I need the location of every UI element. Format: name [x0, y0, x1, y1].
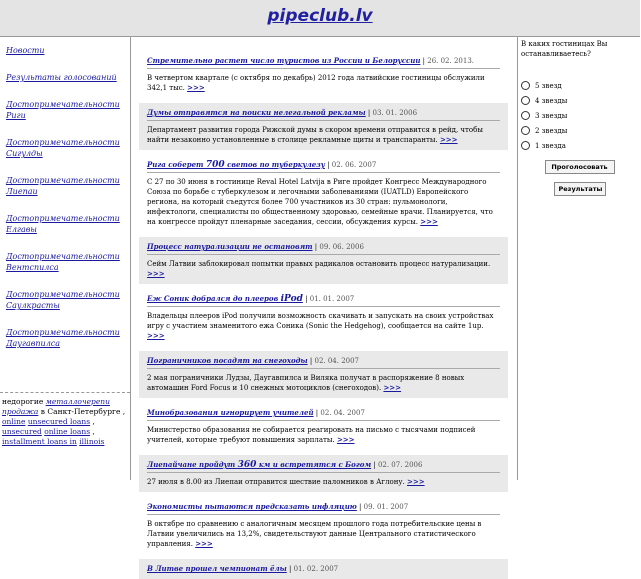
news-body: Департамент развития города Рижской думы в скором времени отправится в рейд, чтобы найти незаконно установленные в столице рекламные щиты и транспаранты.: [147, 126, 483, 144]
radio-button[interactable]: [521, 126, 530, 135]
sidebar-item-poll-results[interactable]: Результаты голосований: [6, 73, 117, 82]
news-title-link[interactable]: Пограничников посадят на снегоходы: [147, 356, 308, 365]
ad-link-online[interactable]: online: [2, 417, 26, 426]
news-body: Сейм Латвии заблокировал попытки правых радикалов остановить процесс натурализации.: [147, 260, 491, 268]
news-title-link[interactable]: Рига соберет 700 светов по туберкулезу: [147, 160, 325, 170]
news-item: Стремительно растет число туристов из России и Белоруссии | 26. 02. 2013. В четвертом квартале (с октября по декабрь) 2012 года латвийские гостиницы обслужили 342,1 тыс. >>>: [139, 51, 508, 98]
news-item: Пограничников посадят на снегоходы | 02. 04. 2007 2 мая пограничники Лудзы, Даугавпилса и Вилякa получат в распоряжение 8 новых автомашин Ford Focus и 10 снежных мотоциклов (снегоходов). >>>: [139, 351, 508, 398]
divider: [147, 472, 500, 473]
news-body: Министерство образования не собирается реагировать на письмо с тысячами подписей учителей, которые требуют повышения зарплаты.: [147, 426, 476, 444]
news-title-link[interactable]: Еж Соник добрался до плееров iPod: [147, 294, 303, 304]
ad-sep: ,: [90, 427, 95, 436]
read-more-link[interactable]: >>>: [420, 217, 438, 226]
divider: [147, 254, 500, 255]
news-title-link[interactable]: Минобразования игнорирует учителей: [147, 408, 314, 417]
news-title-link[interactable]: Лиепайчане пройдут 360 км и встретятся с Богом: [147, 460, 372, 470]
sidebar-item-saulkrasti[interactable]: Достопримечательности Саулкрасты: [6, 290, 120, 310]
radio-button[interactable]: [521, 96, 530, 105]
ad-link-unsecured[interactable]: unsecured: [2, 427, 42, 436]
divider: [147, 514, 500, 515]
sidebar-item-jelgava[interactable]: Достопримечательности Елгавы: [6, 214, 120, 234]
news-body: 2 мая пограничники Лудзы, Даугавпилса и Вилякa получат в распоряжение 8 новых автомашин Ford Focus и 10 снежных мотоциклов (снегоходов).: [147, 374, 465, 392]
news-body: В октябре по сравнению с аналогичным месяцем прошлого года потребительские цены в Латвии увеличились на 13,2%, свидетельствуют данные Центрального статистического управления.: [147, 520, 482, 548]
ad-link-roofing[interactable]: металлочерепи: [45, 397, 110, 406]
news-body: 27 июля в 8.00 из Лиепаи отправится шествие паломников в Аглону.: [147, 478, 405, 486]
vote-button[interactable]: Проголосовать: [545, 160, 615, 174]
news-item: В Литве прошел чемпионат ёлы | 01. 02. 2007: [139, 559, 508, 579]
sidebar-item-ventspils[interactable]: Достопримечательности Вентспилса: [6, 252, 120, 272]
news-date: 03. 01. 2006: [372, 109, 418, 117]
divider: [0, 392, 130, 393]
ad-sep: ,: [90, 417, 95, 426]
poll-option[interactable]: 4 звезды: [521, 94, 641, 107]
news-date: 01. 02. 2007: [293, 565, 339, 573]
news-body: В четвертом квартале (с октября по декабрь) 2012 года латвийские гостиницы обслужили 342,1 тыс.: [147, 74, 485, 92]
news-title-link[interactable]: Стремительно растет число туристов из России и Белоруссии: [147, 56, 421, 65]
news-item: Лиепайчане пройдут 360 км и встретятся с Богом | 02. 07. 2006 27 июля в 8.00 из Лиепаи отправится шествие паломников в Аглону. >>>: [139, 455, 508, 492]
sidebar-item-news[interactable]: Новости: [6, 46, 45, 55]
ad-link-online-loans[interactable]: online loans: [44, 427, 91, 436]
read-more-link[interactable]: >>>: [147, 269, 165, 278]
poll-option[interactable]: 2 звезды: [521, 124, 641, 137]
news-item: Еж Соник добрался до плееров iPod | 01. 01. 2007 Владельцы плееров iPod получили возможность скачивать и запускать на своих устройствах игру с участием знаменитого ежа Соника (Sonic the Hedgehog), сообщается на сайте 1up. >>>: [139, 289, 508, 346]
ad-link-roofing-sale[interactable]: продажа: [2, 407, 39, 416]
news-item: Думы отправятся на поиски нелегальной рекламы | 03. 01. 2006 Департамент развития города Рижской думы в скором времени отправится в рейд, чтобы найти незаконно установленные в столице рекламные щиты и транспаранты. >>>: [139, 103, 508, 150]
radio-button[interactable]: [521, 111, 530, 120]
poll-question: В каких гостиницах Вы останавливаетесь?: [521, 40, 608, 58]
ad-link-unsecured-loans[interactable]: unsecured loans: [27, 417, 91, 426]
news-date: 02. 07. 2006: [377, 461, 423, 469]
news-date: 26. 02. 2013.: [427, 57, 475, 65]
news-item: Экономисты пытаются предсказать инфляцию | 09. 01. 2007 В октябре по сравнению с аналогичным месяцем прошлого года потребительские цены в Латвии увеличились на 13,2%, свидетельствуют данные Центрального статистического управления. >>>: [139, 497, 508, 554]
sidebar-item-liepaja[interactable]: Достопримечательности Лиепаи: [6, 176, 120, 196]
radio-button[interactable]: [521, 81, 530, 90]
divider: [147, 368, 500, 369]
divider: [147, 420, 500, 421]
news-item: Минобразования игнорирует учителей | 02. 04. 2007 Министерство образования не собирается реагировать на письмо с тысячами подписей учителей, которые требуют повышения зарплаты. >>>: [139, 403, 508, 450]
sidebar-item-sigulda[interactable]: Достопримечательности Сигулды: [6, 138, 120, 158]
ad-text-city: в Санкт-Петербурге ,: [38, 407, 126, 416]
news-title-link[interactable]: Экономисты пытаются предсказать инфляцию: [147, 502, 357, 511]
news-title-link[interactable]: Процесс натурализации не остановят: [147, 242, 313, 251]
site-title-link[interactable]: pipeclub.lv: [267, 6, 373, 26]
news-date: 09. 06. 2006: [319, 243, 364, 251]
news-title-link[interactable]: В Литве прошел чемпионат ёлы: [147, 564, 287, 573]
read-more-link[interactable]: >>>: [406, 477, 425, 486]
poll-option[interactable]: 5 звезд: [521, 79, 641, 92]
sidebar-ad-links: [0, 392, 130, 480]
divider: [147, 172, 500, 173]
news-body: Владельцы плееров iPod получили возможность скачивать и запускать на своих устройствах игру с участием знаменитого ежа Соника (Sonic the Hedgehog), сообщается на сайте 1up.: [147, 312, 494, 330]
read-more-link[interactable]: >>>: [147, 331, 165, 340]
news-feed: [131, 37, 516, 573]
sidebar-item-riga[interactable]: Достопримечательности Риги: [6, 100, 120, 120]
news-item: Рига соберет 700 светов по туберкулезу | 02. 06. 2007 С 27 по 30 июня в гостинице Reval Hotel Latvija в Риге пройдет Конгресс Международного Союза по борьбе с туберкулезом и легочными заболеваниями (IUATLD) Европейского региона, на который съедутся более 700 участников из 30 стран: пульмонологи, инфектологи, специалисты по общественному здоровью, семейные врачи. Планируется, что на конгрессе пройдут пленарные заседания, сессии, обсуждения курсы. >>>: [139, 155, 508, 232]
poll-panel: [517, 37, 641, 480]
ad-link-illinois[interactable]: illinois: [79, 437, 105, 446]
read-more-link[interactable]: >>>: [336, 435, 355, 444]
news-date: 01. 01. 2007: [309, 295, 355, 303]
news-date: 02. 04. 2007: [314, 357, 360, 365]
divider: [147, 306, 500, 307]
divider: [147, 120, 500, 121]
radio-button[interactable]: [521, 141, 530, 150]
read-more-link[interactable]: >>>: [383, 383, 402, 392]
poll-option[interactable]: 3 звезды: [521, 109, 641, 122]
news-date: 02. 06. 2007: [331, 161, 377, 169]
read-more-link[interactable]: >>>: [439, 135, 458, 144]
sidebar-item-daugavpils[interactable]: Достопримечательности Даугавпилса: [6, 328, 120, 348]
results-button[interactable]: Результаты: [554, 182, 606, 196]
news-title-link[interactable]: Думы отправятся на поиски нелегальной рекламы: [147, 108, 366, 117]
poll-option[interactable]: 1 звезда: [521, 139, 641, 152]
read-more-link[interactable]: >>>: [187, 83, 205, 92]
news-body: С 27 по 30 июня в гостинице Reval Hotel Latvija в Риге пройдет Конгресс Международного Союза по борьбе с туберкулезом и легочными заболеваниями (IUATLD) Европейского региона, на который съедутся более 700 участников из 30 стран: пульмонологи, инфектологи, специалисты по общественному здоровью, семейные врачи. Планируется, что на конгрессе пройдут пленарные заседания, сессии, обсуждения курсы.: [147, 178, 493, 226]
news-item: Процесс натурализации не остановят | 09. 06. 2006 Сейм Латвии заблокировал попытки правых радикалов остановить процесс натурализации. >>>: [139, 237, 508, 284]
ad-text: недорогие: [2, 397, 46, 406]
site-header: [0, 0, 640, 37]
read-more-link[interactable]: >>>: [195, 539, 213, 548]
news-date: 09. 01. 2007: [363, 503, 409, 511]
ad-link-installment[interactable]: installment loans in: [2, 437, 77, 446]
news-date: 02. 04. 2007: [320, 409, 365, 417]
sidebar-nav: [6, 43, 130, 349]
divider: [147, 68, 500, 69]
